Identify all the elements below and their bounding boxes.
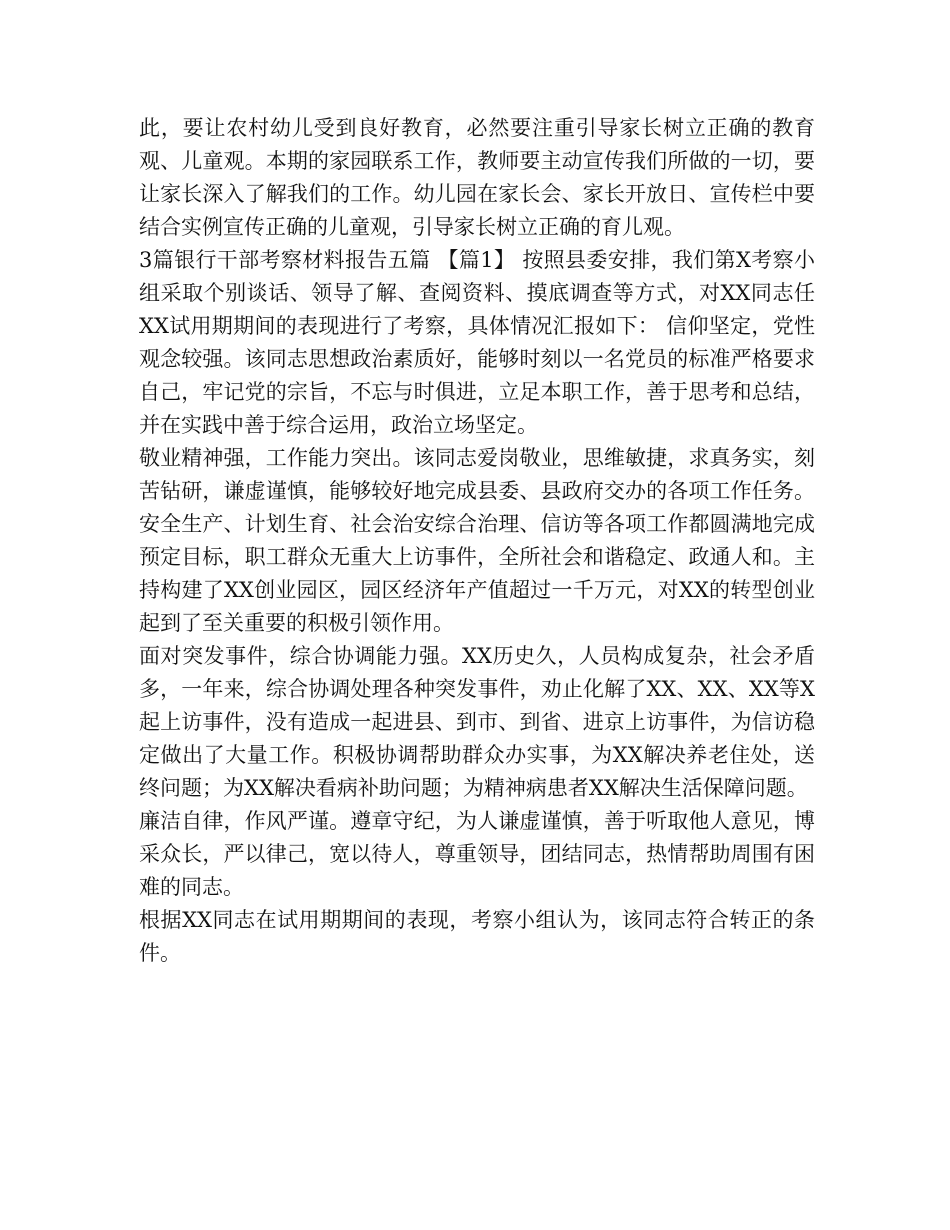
document-body [139,112,815,970]
paragraph-intro-continuation: 此，要让农村幼儿受到良好教育，必然要注重引导家长树立正确的教育观、儿童观。本期的家园联系工作，教师要主动宣传我们所做的一切，要让家长深入了解我们的工作。幼儿园在家长会、家长开放日、宣传栏中要结合实例宣传正确的儿童观，引导家长树立正确的育儿观。 [139,116,815,239]
paragraph-conclusion: 根据XX同志在试用期期间的表现，考察小组认为，该同志符合转正的条件。 [139,908,815,965]
paragraph-coordination: 面对突发事件，综合协调能力强。XX历史久，人员构成复杂，社会矛盾多，一年来，综合协调处理各种突发事件，劝止化解了XX、XX、XX等X起上访事件，没有造成一起进县、到市、到省、进京上访事件，为信访稳定做出了大量工作。积极协调帮助群众办实事，为XX解决养老住处，送终问题；为XX解决看病补助问题；为精神病患者XX解决生活保障问题。 [139,644,815,800]
paragraph-report-opening: 3篇银行干部考察材料报告五篇 【篇1】 按照县委安排，我们第X考察小组采取个别谈话、领导了解、查阅资料、摸底调查等方式，对XX同志任XX试用期期间的表现进行了考察，具体情况汇报如下： 信仰坚定，党性观念较强。该同志思想政治素质好，能够时刻以一名党员的标准严格要求自己，牢记党的宗旨，不忘与时俱进，立足本职工作，善于思考和总结，并在实践中善于综合运用，政治立场坚定。 [139,248,815,437]
paragraph-integrity: 廉洁自律，作风严谨。遵章守纪，为人谦虚谨慎，善于听取他人意见，博采众长，严以律己，宽以待人，尊重领导，团结同志，热情帮助周围有困难的同志。 [139,809,815,899]
paragraph-work-ability: 敬业精神强，工作能力突出。该同志爱岗敬业，思维敏捷，求真务实，刻苦钻研，谦虚谨慎，能够较好地完成县委、县政府交办的各项工作任务。安全生产、计划生育、社会治安综合治理、信访等各项工作都圆满地完成预定目标，职工群众无重大上访事件，全所社会和谐稳定、政通人和。主持构建了XX创业园区，园区经济年产值超过一千万元，对XX的转型创业起到了至关重要的积极引领作用。 [139,446,815,635]
